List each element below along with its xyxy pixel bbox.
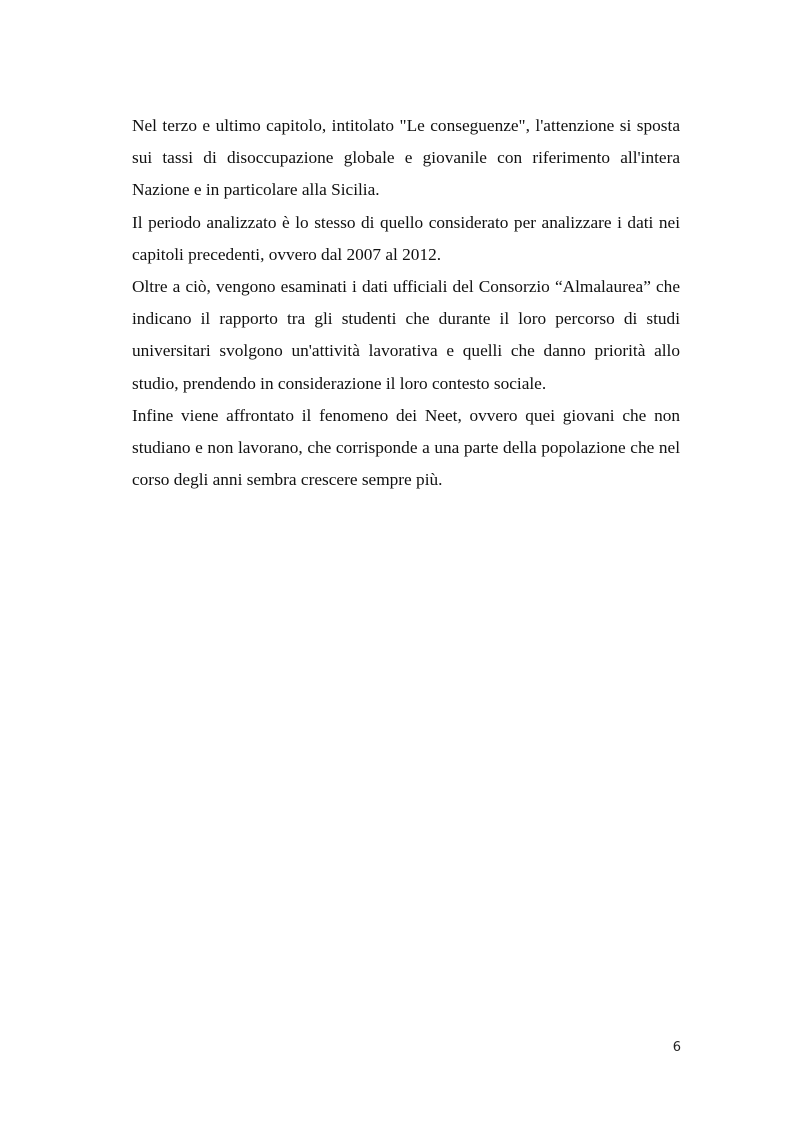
paragraph-4: Infine viene affrontato il fenomeno dei Neet, ovvero quei giovani che non studiano e non lavorano, che corrisponde a una parte della popolazione che nel corso degli anni sembra crescere sempre più. xyxy=(132,405,680,490)
paragraph-3: Oltre a ciò, vengono esaminati i dati ufficiali del Consorzio “Almalaurea” che indicano il rapporto tra gli studenti che durante il loro percorso di studi universitari svolgono un'attività lavorativa e quelli che danno priorità allo studio, prendendo in considerazione il loro contesto sociale. xyxy=(132,277,680,393)
paragraph-1: Nel terzo e ultimo capitolo, intitolato "Le conseguenze", l'attenzione si sposta sui tassi di disoccupazione globale e giovanile con riferimento all'intera Nazione e in particolare alla Sicilia. xyxy=(132,116,680,200)
body-text xyxy=(132,110,680,496)
page-number: 6 xyxy=(672,1040,681,1055)
paragraph-2: Il periodo analizzato è lo stesso di quello considerato per analizzare i dati nei capitoli precedenti, ovvero dal 2007 al 2012. xyxy=(132,212,680,264)
